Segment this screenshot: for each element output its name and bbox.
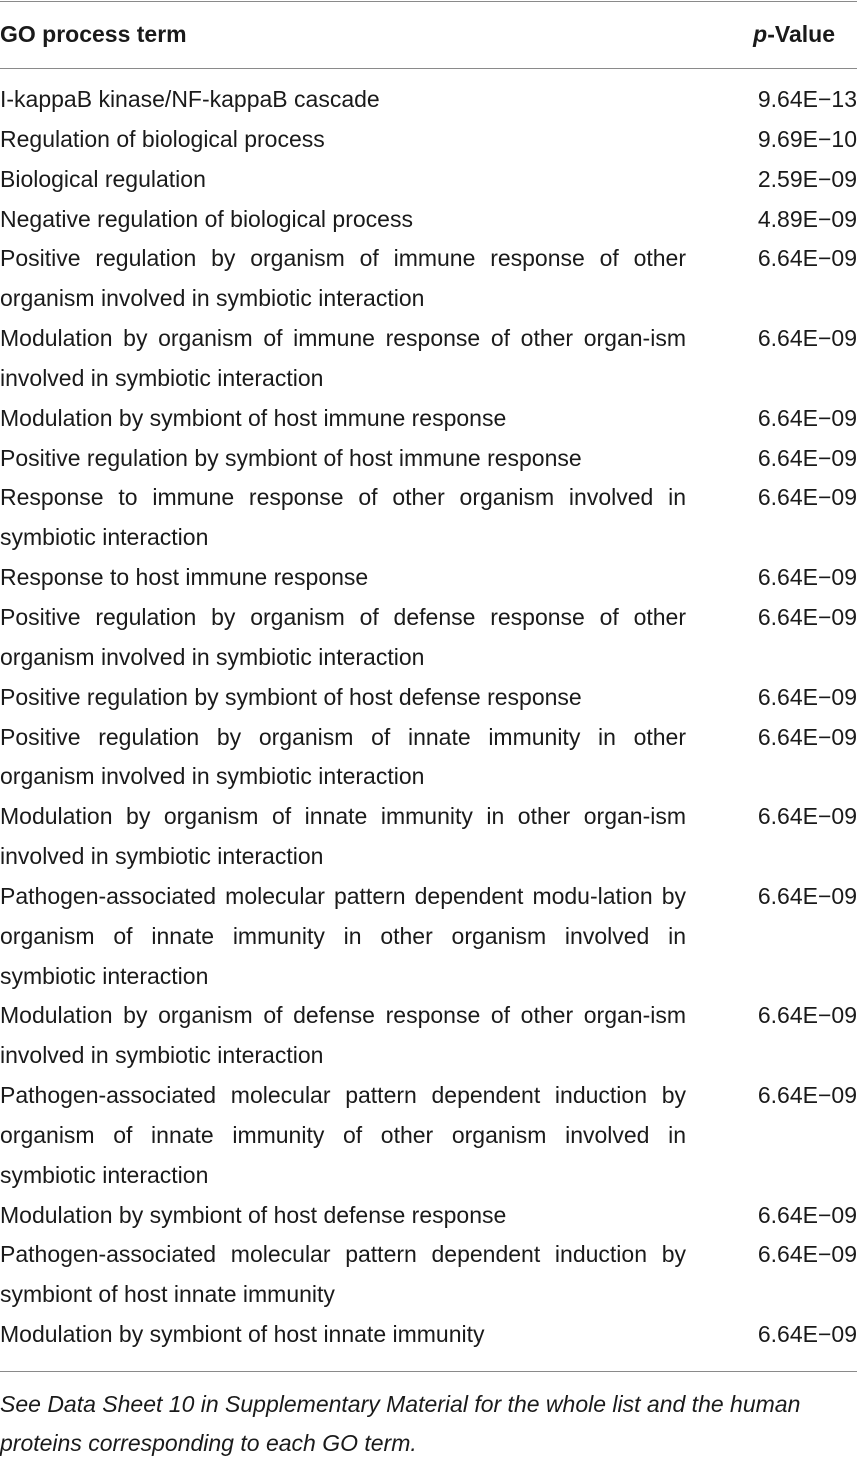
go-term-cell: Pathogen-associated molecular pattern dependent induction by symbiont of host innate immunity <box>0 1241 686 1308</box>
table-row <box>0 160 857 200</box>
go-term-cell: Modulation by organism of defense response of other organ-ism involved in symbiotic interaction <box>0 1002 686 1069</box>
go-term-cell: Regulation of biological process <box>0 125 325 152</box>
header-p-value-suffix: -Value <box>767 21 835 47</box>
table-row <box>0 1315 857 1355</box>
table-header-rule <box>0 68 857 69</box>
table-top-rule <box>0 1 857 2</box>
go-term-cell: Modulation by symbiont of host defense response <box>0 1201 507 1228</box>
go-term-cell: Modulation by organism of immune response of other organ-ism involved in symbiotic interaction <box>0 325 686 391</box>
table-row <box>0 80 857 120</box>
table-row <box>0 478 857 558</box>
p-value-cell: 6.64E−09 <box>757 803 857 830</box>
table-row <box>0 797 857 877</box>
p-value-cell: 6.64E−09 <box>757 882 857 909</box>
table-body <box>0 80 857 1355</box>
go-term-cell: Positive regulation by organism of defense response of other organism involved in symbiotic interaction <box>0 603 686 670</box>
go-term-cell: Positive regulation by organism of innate immunity in other organism involved in symbiotic interaction <box>0 723 686 790</box>
table-row <box>0 319 857 399</box>
go-term-cell: Negative regulation of biological process <box>0 205 413 232</box>
p-value-cell: 6.64E−09 <box>757 603 857 630</box>
p-value-cell: 6.64E−09 <box>757 1082 857 1109</box>
p-value-cell: 9.64E−13 <box>757 86 857 112</box>
table-row <box>0 239 857 319</box>
table-footnote: See Data Sheet 10 in Supplementary Material for the whole list and the human proteins corresponding to each GO term. <box>0 1391 801 1456</box>
header-p-value <box>753 14 835 54</box>
table-header <box>0 14 857 54</box>
table-row <box>0 718 857 798</box>
go-term-cell: Positive regulation by organism of immune response of other organism involved in symbiotic interaction <box>0 245 686 312</box>
table-row <box>0 996 857 1076</box>
p-value-cell: 6.64E−09 <box>757 245 857 272</box>
go-term-cell: Biological regulation <box>0 165 206 192</box>
p-value-cell: 6.64E−09 <box>757 484 857 511</box>
table-bottom-rule <box>0 1371 857 1372</box>
p-value-cell: 4.89E−09 <box>757 205 857 232</box>
p-value-cell: 6.64E−09 <box>757 325 857 352</box>
go-term-cell: Pathogen-associated molecular pattern dependent modu-lation by organism of innate immunity in other organism involved in symbiotic interaction <box>0 882 686 989</box>
p-value-cell: 2.59E−09 <box>757 165 857 192</box>
p-value-cell: 6.64E−09 <box>757 1002 857 1029</box>
table-row <box>0 678 857 718</box>
table-row <box>0 1076 857 1196</box>
p-value-cell: 6.64E−09 <box>757 404 857 431</box>
table-row <box>0 399 857 439</box>
go-term-cell: Positive regulation by symbiont of host defense response <box>0 683 582 710</box>
p-value-cell: 6.64E−09 <box>757 1321 857 1348</box>
table-row <box>0 200 857 240</box>
go-term-cell: Modulation by organism of innate immunity in other organ-ism involved in symbiotic interaction <box>0 803 686 870</box>
go-term-cell: Pathogen-associated molecular pattern dependent induction by organism of innate immunity of other organism involved in symbiotic interaction <box>0 1082 686 1188</box>
p-value-cell: 6.64E−09 <box>757 1201 857 1228</box>
table-row <box>0 439 857 479</box>
table-row <box>0 558 857 598</box>
go-term-cell: Response to immune response of other organism involved in symbiotic interaction <box>0 484 686 551</box>
p-value-cell: 6.64E−09 <box>757 683 857 710</box>
p-value-cell: 6.64E−09 <box>757 1241 857 1268</box>
table-row <box>0 120 857 160</box>
p-value-cell: 9.69E−10 <box>757 125 857 152</box>
go-term-cell: Response to host immune response <box>0 564 369 591</box>
p-value-cell: 6.64E−09 <box>757 564 857 591</box>
header-p-value-italic: p <box>753 21 768 47</box>
p-value-cell: 6.64E−09 <box>757 723 857 750</box>
go-term-cell: I-kappaB kinase/NF-kappaB cascade <box>0 86 380 112</box>
go-term-cell: Modulation by symbiont of host innate immunity <box>0 1321 485 1348</box>
p-value-cell: 6.64E−09 <box>757 444 857 471</box>
table-row <box>0 877 857 997</box>
table-row <box>0 1196 857 1236</box>
table-row <box>0 1235 857 1315</box>
header-go-process-term: GO process term <box>0 21 187 47</box>
go-term-cell: Positive regulation by symbiont of host immune response <box>0 444 582 471</box>
go-term-cell: Modulation by symbiont of host immune response <box>0 404 507 431</box>
table-row <box>0 598 857 678</box>
